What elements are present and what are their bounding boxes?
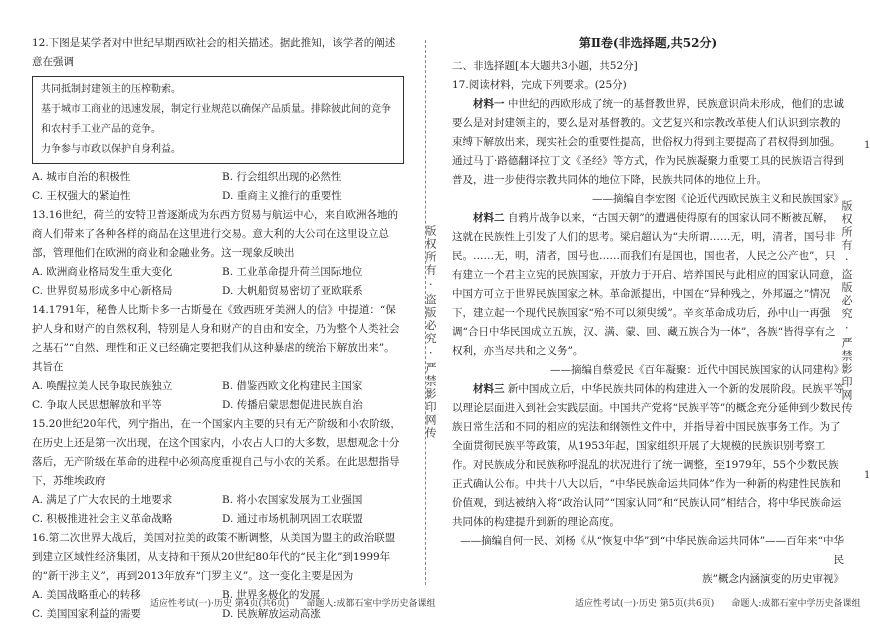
q13-option-a[interactable]: A. 欧洲商业格局发生重大变化 — [32, 266, 173, 278]
q15-stem: 15.20世纪20年代，列宁指出，在一个国家内主要的只有无产阶级和小农阶级，在历史上还是第一次出现，在这个国家内，小农占人口的大多数，思想观念十分落后，无产阶级在革命的进程中必须高度重视自己与小农的关系。在此思想指导下，苏维埃政府 — [32, 418, 401, 487]
q15-option-c[interactable]: C. 积极推进社会主义革命战略 — [32, 513, 173, 525]
footer-right-page — [575, 596, 860, 609]
q16-option-b[interactable]: B. 世界多极化的发展 — [222, 589, 321, 601]
footer-page-label: 适应性考试(一)·历史 第5页(共6页) — [575, 599, 715, 609]
q12-box-line: 共同抵制封建领主的压榨勒索。 — [41, 84, 181, 95]
q12-stem: 12.下图是某学者对中世纪早期西欧社会的相关描述。据此推知，该学者的阐述意在强调 — [32, 37, 396, 68]
q12-option-b[interactable]: B. 行会组织出现的必然性 — [222, 171, 342, 183]
material-1-label: 材料一 — [473, 98, 505, 110]
left-vertical-notice: 版权所有 · 盗版必究 · 严禁影印网传 — [424, 225, 437, 440]
q16-option-a[interactable]: A. 美国战略重心的转移 — [32, 589, 141, 601]
right-column — [452, 34, 844, 589]
edge-mark: 1 — [864, 470, 870, 481]
section-title: 第Ⅱ卷(非选择题,共52分) — [578, 36, 718, 50]
q17-stem: 17.阅读材料，完成下列要求。(25分) — [452, 79, 627, 91]
q12-option-d[interactable]: D. 重商主义推行的重要性 — [222, 190, 342, 202]
right-vertical-notice: 版权所有 · 盗版必究 · 严禁影印网传 — [840, 200, 853, 415]
q12-box — [32, 76, 404, 164]
q13-option-c[interactable]: C. 世界贸易形成多中心新格局 — [32, 285, 173, 297]
q14-option-d[interactable]: D. 传播启蒙思想促进民族自治 — [222, 399, 363, 411]
material-1-source: ——摘编自李宏图《论近代西欧民族主义和民族国家》 — [592, 193, 844, 205]
q15-option-b[interactable]: B. 将小农国家发展为工业强国 — [222, 494, 363, 506]
material-1-text: 中世纪的西欧形成了统一的基督教世界，民族意识尚未形成，他们的忠诚要么是对封建领主的，要么是对基督教的。文艺复兴和宗教改革使人们认识到宗教的束缚下解放出来，现实社会的重要性提高，世俗权力得到主要提高了君权得到加强。通过马丁·路德翻译拉丁文《圣经》等方式，作为民族凝聚力重要工具的民族语言得到普及，进一步使得宗教共同体的地位下降，民族共同体的地位上升。 — [452, 98, 844, 186]
material-3-text: 新中国成立后，中华民族共同体的构建进入一个新的发展阶段。民族平等以理论层面进入到社会实践层面。中国共产党将“民族平等”的概念充分延伸到少数民族日常生活和不同的相应的宪法和纲领性文件中，并指导着中国民族事务工作。为了全面贯彻民族平等政策，从1953年起，国家组织开展了大规模的民族识别考察工作。对民族成分和民族称呼混乱的状况进行了统一调整，至1979年，55个少数民族正式确认公布。中共十八大以后，“中华民族命运共同体”作为一种新的构建性民族和价值观，到达被纳入将“政治认同”“国家认同”和“民族认同”相结合，将中华民族命运共同体的构建提升到新的理论高度。 — [452, 383, 844, 528]
q12-option-c[interactable]: C. 王权强大的紧迫性 — [32, 190, 131, 202]
material-3-source: ——摘编自何一民、刘杨《从“恢复中华”到“中华民族命运共同体”——百年来“中华民 — [460, 535, 844, 566]
q15-options — [32, 491, 404, 529]
q16-option-c[interactable]: C. 美国国家利益的需要 — [32, 608, 141, 620]
q15-option-d[interactable]: D. 通过市场机制巩固工农联盟 — [222, 513, 363, 525]
material-3 — [452, 380, 844, 532]
material-1 — [452, 95, 844, 190]
material-3-label: 材料三 — [473, 383, 505, 395]
section-heading: 二、非选择题[本大题共3小题，共52分] — [452, 60, 638, 72]
q12-box-line: 基于城市工商业的迅速发展，制定行业规范以确保产品质量。排除彼此间的竞争和农村手工业产品的竞争。 — [41, 104, 391, 135]
q14-option-b[interactable]: B. 借鉴西欧文化构建民主国家 — [222, 380, 363, 392]
footer-author: 命题人:成都石室中学历史备课组 — [306, 599, 436, 609]
left-column — [32, 34, 404, 624]
material-2 — [452, 209, 844, 361]
material-3-source: 族”概念内涵演变的历史审视》 — [702, 573, 844, 585]
footer-author: 命题人:成都石室中学历史备课组 — [731, 599, 861, 609]
q13-stem: 13.16世纪，荷兰的安特卫普逐渐成为东西方贸易与航运中心，来自欧洲各地的商人们带来了各种各样的商品在这里进行交易。意大利的大公司在这里设立总部，管理他们在欧洲的商业和金融业务。这一现象反映出 — [32, 209, 399, 259]
q12-options — [32, 168, 404, 206]
q15-option-a[interactable]: A. 满足了广大农民的土地要求 — [32, 494, 173, 506]
q13-options — [32, 263, 404, 301]
q14-options — [32, 377, 404, 415]
q16-option-d[interactable]: D. 民族解放运动高涨 — [222, 608, 321, 620]
q16-stem: 16.第二次世界大战后，美国对拉美的政策不断调整，从美国为盟主的政治联盟到建立区域性经济集团，从支持和干预从20世纪80年代的“民主化”到1999年的“新干涉主义”，再到2013年放弃“门罗主义”。这一变化主要是因为 — [32, 532, 396, 582]
footer-page-label: 适应性考试(一)·历史 第4页(共6页) — [150, 599, 290, 609]
q12-box-line: 力争参与市政以保护自身利益。 — [41, 144, 181, 155]
q12-option-a[interactable]: A. 城市自治的积极性 — [32, 171, 131, 183]
q14-stem: 14.1791年，秘鲁人比斯卡多一古斯曼在《致西班牙美洲人的信》中提道：“保护人身和财产的自然权利，特别是人身和财产的自由和安全，乃为整个人类社会之基石”“自然、理性和正义已经确定要把我们从这种暴虐的统治下解放出来”。其旨在 — [32, 304, 400, 373]
q14-option-a[interactable]: A. 唤醒拉美人民争取民族独立 — [32, 380, 173, 392]
edge-mark: 1 — [864, 140, 870, 151]
q13-option-d[interactable]: D. 大帆船贸易密切了亚欧联系 — [222, 285, 363, 297]
material-2-label: 材料二 — [473, 212, 505, 224]
footer-left-page — [150, 596, 435, 609]
material-2-source: ——摘编自蔡爱民《百年凝聚：近代中国民族国家的认同建构》 — [550, 364, 844, 376]
q13-option-b[interactable]: B. 工业革命提升荷兰国际地位 — [222, 266, 363, 278]
material-2-text: 自鸦片战争以来，“古国天朝”的遭遇使得原有的国家认同不断被瓦解，这就在民族性上引发了人们的思考。梁启超认为“夫所谓……无，明，清者，国号非民。……无，明，清者，国号也……而我们有是国也，国也者，人民之公产也”，只有建立一个君主立宪的民族国家，开放力于开启、培养国民与此相应的国家认同意，中国方可立于世界民族国家之林。革命派提出，中国在“异种残之，外邦逼之”情况下，建立起一个现代民族国家“殆不可以须臾缓”。辛亥革命成功后，孙中山一再强调“合日中华民国成立五族，汉、满、蒙、回、藏五族合为一体”，各族“皆得享有之权利，亦当尽共和之义务”。 — [452, 212, 841, 357]
q14-option-c[interactable]: C. 争取人民思想解放和平等 — [32, 399, 162, 411]
